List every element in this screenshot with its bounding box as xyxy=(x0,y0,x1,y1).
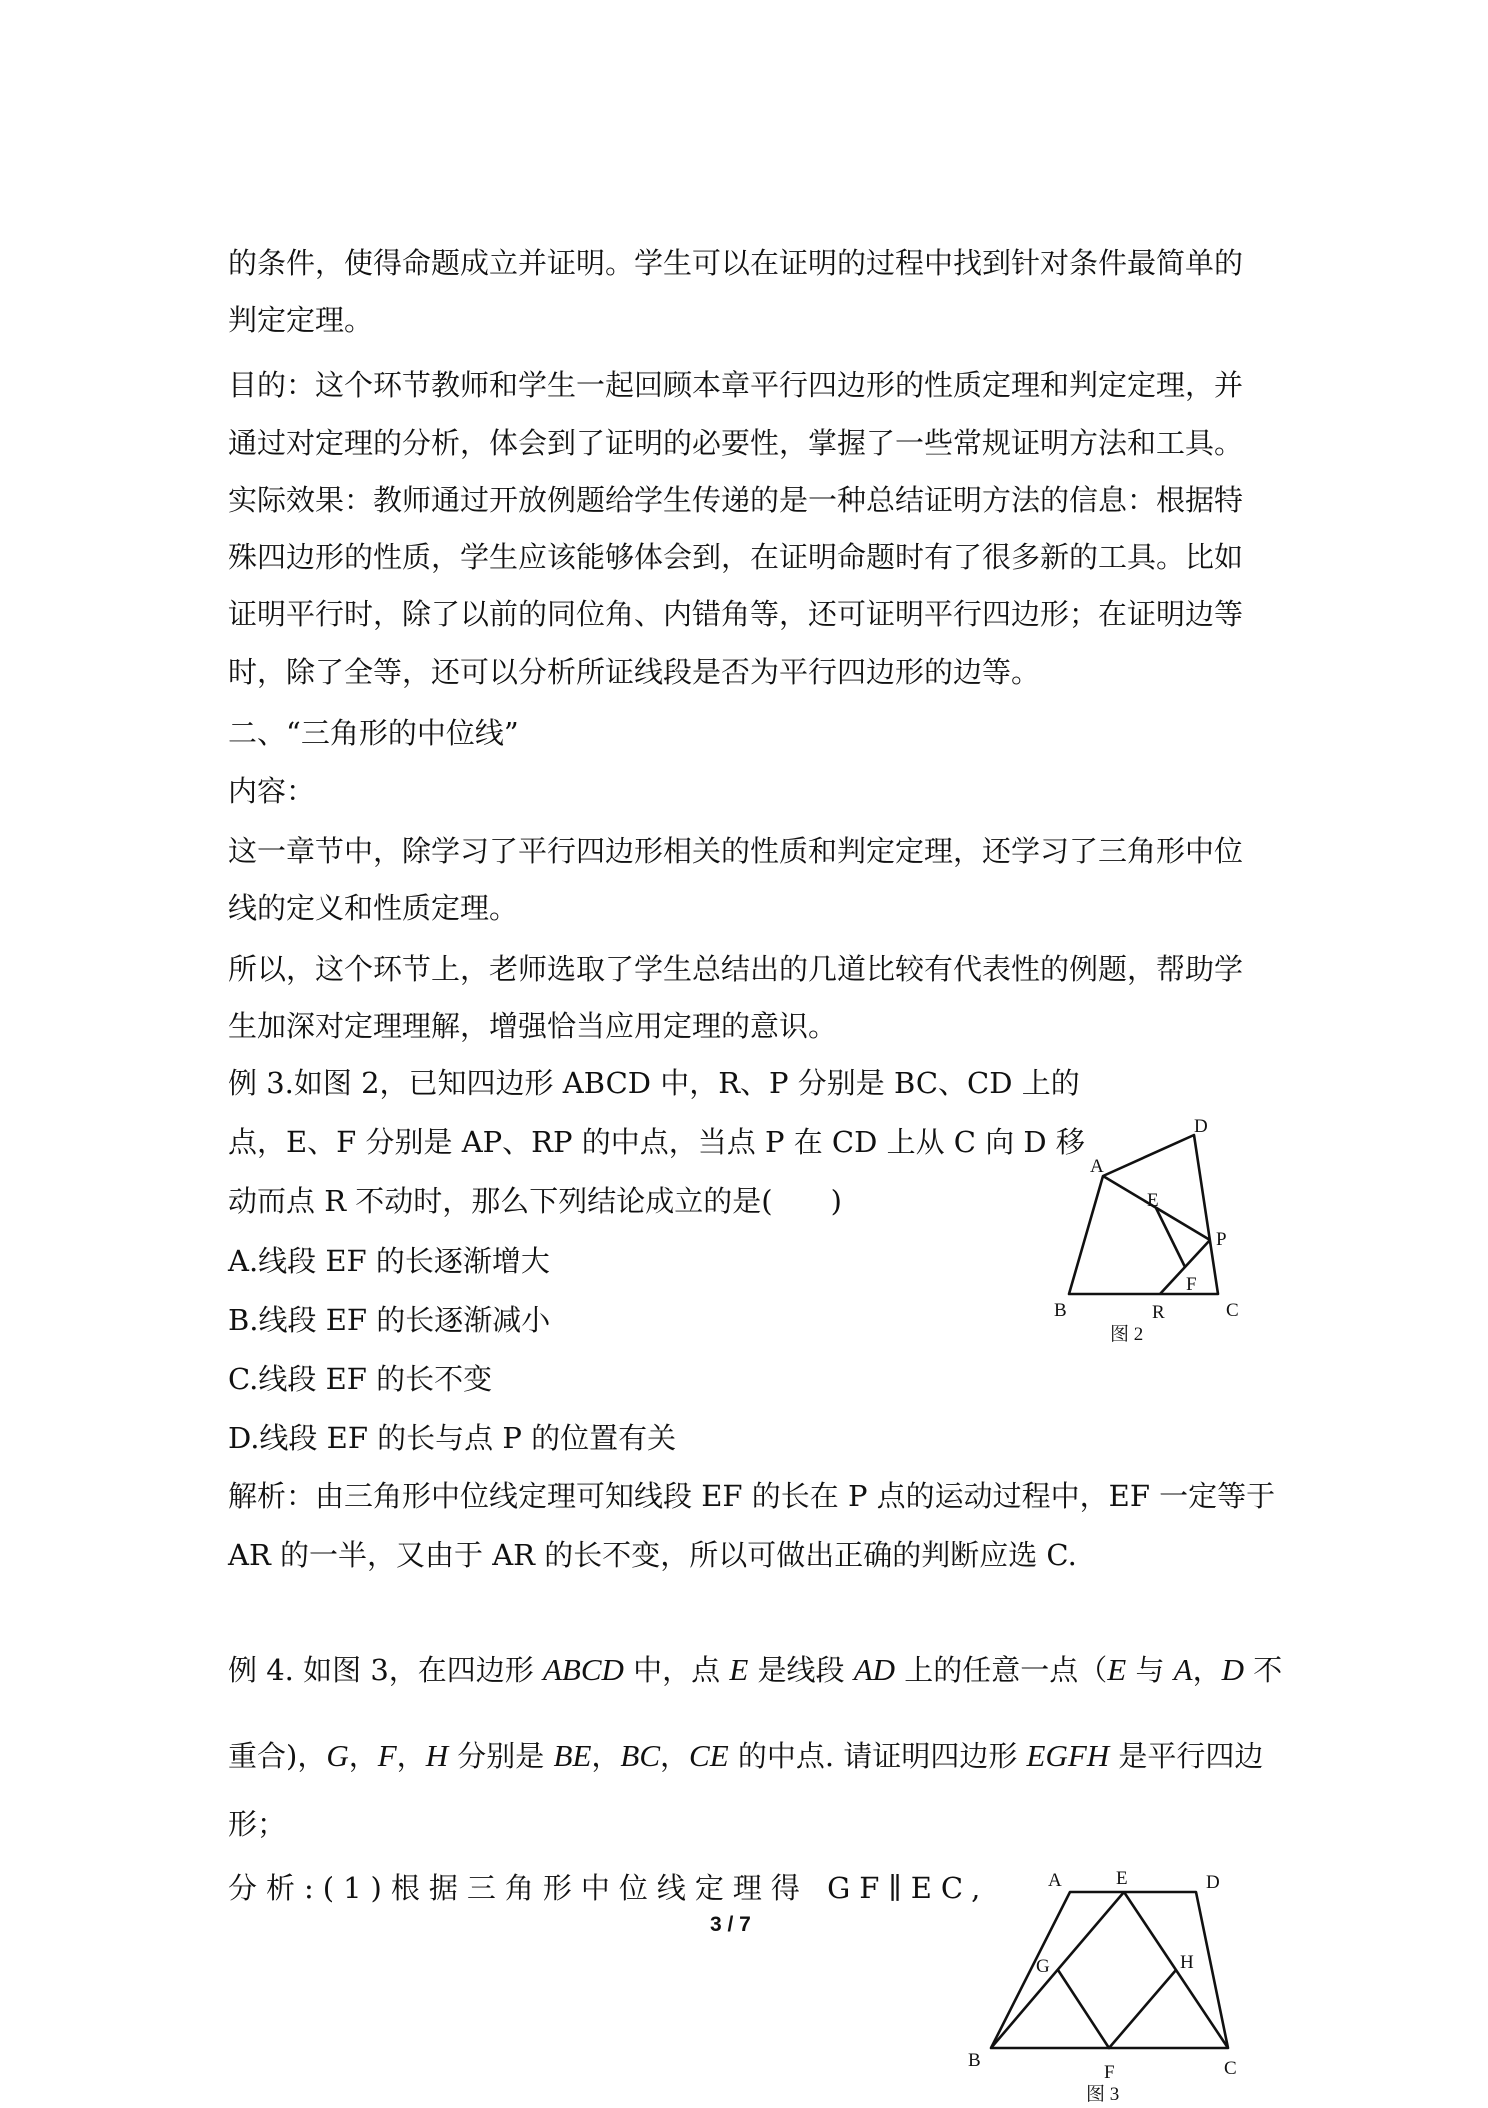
paragraph-line: 这一章节中，除学习了平行四边形相关的性质和判定定理，还学习了三角形中位 xyxy=(228,834,1244,868)
paragraph-line: 目的：这个环节教师和学生一起回顾本章平行四边形的性质定理和判定定理，并 xyxy=(228,368,1244,402)
label-b: B xyxy=(1054,1300,1067,1321)
paragraph-line: 殊四边形的性质，学生应该能够体会到，在证明命题时有了很多新的工具。比如 xyxy=(228,540,1244,574)
label-d: D xyxy=(1194,1116,1208,1137)
paragraph-line: 实际效果：教师通过开放例题给学生传递的是一种总结证明方法的信息：根据特 xyxy=(228,483,1244,517)
example4-line: 例 4. 如图 3，在四边形 ABCD 中，点 E 是线段 AD 上的任意一点（E 与 A，D 不 xyxy=(228,1652,1283,1687)
label-f: F xyxy=(1186,1274,1197,1295)
example3-analysis: 解析：由三角形中位线定理可知线段 EF 的长在 P 点的运动过程中，EF 一定等于 xyxy=(228,1479,1276,1513)
example3-option-b: B.线段 EF 的长逐渐减小 xyxy=(228,1303,551,1337)
page-number: 3 / 7 xyxy=(710,1913,751,1936)
paragraph-line: 的条件，使得命题成立并证明。学生可以在证明的过程中找到针对条件最简单的 xyxy=(228,246,1244,280)
paragraph-line: 所以，这个环节上，老师选取了学生总结出的几道比较有代表性的例题，帮助学 xyxy=(228,952,1244,986)
paragraph-line: 时，除了全等，还可以分析所证线段是否为平行四边形的边等。 xyxy=(228,655,1041,689)
example3-option-a: A.线段 EF 的长逐渐增大 xyxy=(228,1244,550,1278)
example3-option-c: C.线段 EF 的长不变 xyxy=(228,1362,493,1396)
label-c: C xyxy=(1226,1300,1239,1321)
paragraph-line: 内容： xyxy=(228,774,316,808)
label-p: P xyxy=(1216,1229,1227,1250)
paragraph-line: 生加深对定理理解，增强恰当应用定理的意识。 xyxy=(228,1009,838,1043)
label-c: C xyxy=(1224,2058,1237,2079)
example4-line: 形； xyxy=(228,1807,287,1841)
label-g: G xyxy=(1036,1956,1050,1977)
label-f: F xyxy=(1104,2062,1115,2083)
label-b: B xyxy=(968,2050,981,2071)
figure-3-diagram xyxy=(958,1858,1258,2104)
paragraph-line: 线的定义和性质定理。 xyxy=(228,891,519,925)
example3-line: 动而点 R 不动时，那么下列结论成立的是( ) xyxy=(228,1184,842,1218)
example3-option-d: D.线段 EF 的长与点 P 的位置有关 xyxy=(228,1421,677,1455)
figure-2-diagram xyxy=(1030,1110,1270,1350)
label-e: E xyxy=(1147,1190,1159,1211)
label-e: E xyxy=(1116,1868,1128,1889)
example3-line: 点，E、F 分别是 AP、RP 的中点，当点 P 在 CD 上从 C 向 D 移 xyxy=(228,1125,1085,1159)
paragraph-line: 判定定理。 xyxy=(228,303,374,337)
segments-gf-fh xyxy=(1058,1970,1176,2048)
paragraph-line: 证明平行时，除了以前的同位角、内错角等，还可证明平行四边形；在证明边等 xyxy=(228,597,1244,631)
label-r: R xyxy=(1152,1302,1165,1323)
label-d: D xyxy=(1206,1872,1220,1893)
label-a: A xyxy=(1090,1156,1104,1177)
figure-3-caption: 图 3 xyxy=(1086,2084,1120,2104)
example4-analysis: 分析:(1)根据三角形中位线定理得 GF∥EC, xyxy=(228,1871,990,1905)
figure-2-caption: 图 2 xyxy=(1110,1324,1144,1345)
figure-2 xyxy=(1030,1110,1270,1350)
paragraph-line: 通过对定理的分析，体会到了证明的必要性，掌握了一些常规证明方法和工具。 xyxy=(228,426,1244,460)
example3-line: 例 3.如图 2，已知四边形 ABCD 中，R、P 分别是 BC、CD 上的 xyxy=(228,1066,1080,1100)
figure-3 xyxy=(958,1858,1258,2104)
section-heading: 二、“三角形的中位线” xyxy=(228,716,519,750)
label-a: A xyxy=(1048,1870,1062,1891)
example4-line: 重合)，G，F，H 分别是 BE，BC，CE 的中点. 请证明四边形 EGFH 是平行四边 xyxy=(228,1738,1264,1773)
example3-analysis: AR 的一半，又由于 AR 的长不变，所以可做出正确的判断应选 C. xyxy=(228,1538,1077,1572)
label-h: H xyxy=(1180,1952,1194,1973)
